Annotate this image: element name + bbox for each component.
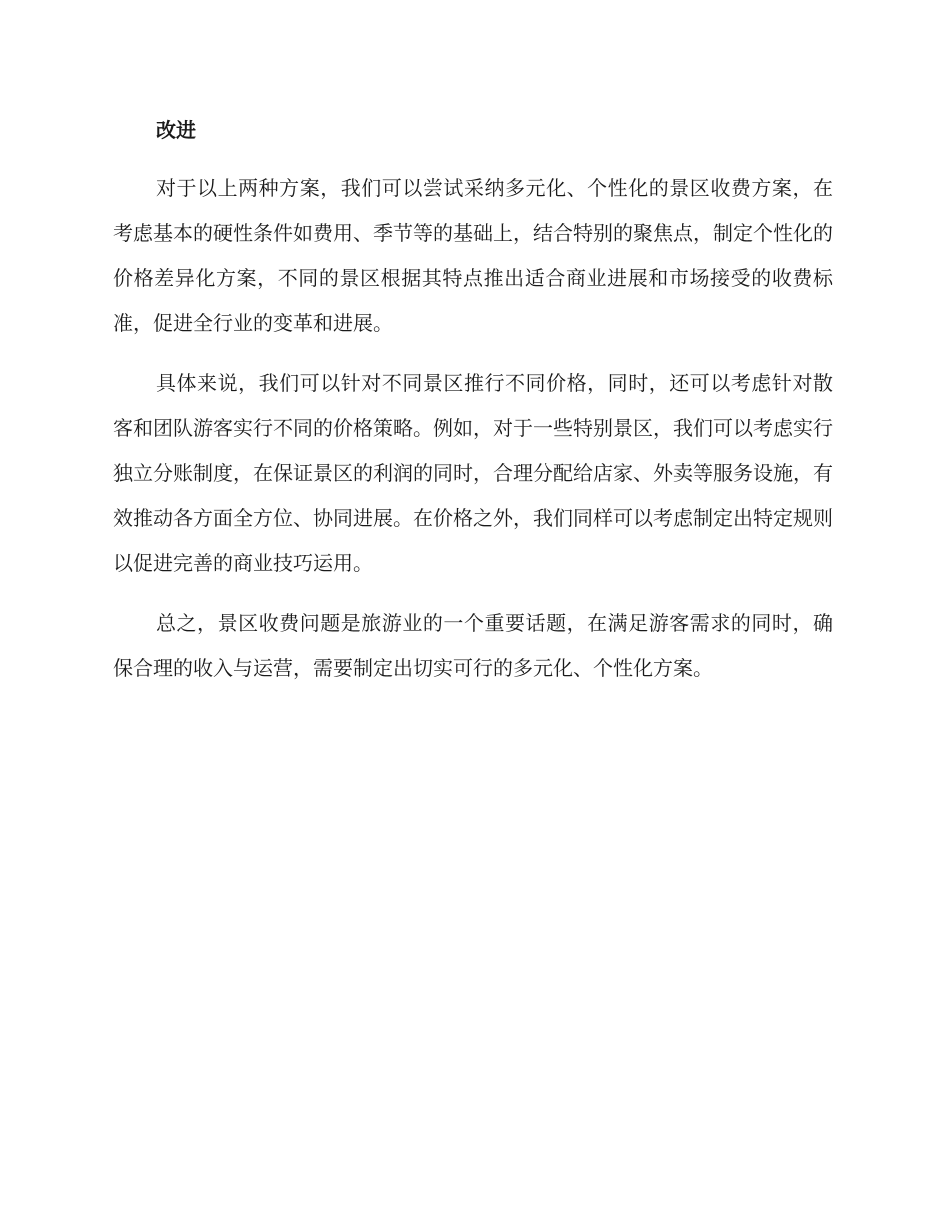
paragraph-1: 对于以上两种方案，我们可以尝试采纳多元化、个性化的景区收费方案，在考虑基本的硬性条件如费用、季节等的基础上，结合特别的聚焦点，制定个性化的价格差异化方案，不同的景区根据其特点推出适合商业进展和市场接受的收费标准，促进全行业的变革和进展。 xyxy=(113,176,833,335)
section-heading: 改进 xyxy=(156,118,196,142)
paragraph-2: 具体来说，我们可以针对不同景区推行不同价格，同时，还可以考虑针对散客和团队游客实行不同的价格策略。例如，对于一些特别景区，我们可以考虑实行独立分账制度，在保证景区的利润的同时，合理分配给店家、外卖等服务设施，有效推动各方面全方位、协同进展。在价格之外，我们同样可以考虑制定出特定规则以促进完善的商业技巧运用。 xyxy=(113,371,833,575)
paragraph-3: 总之，景区收费问题是旅游业的一个重要话题，在满足游客需求的同时，确保合理的收入与运营，需要制定出切实可行的多元化、个性化方案。 xyxy=(113,611,833,680)
document-page xyxy=(113,112,833,706)
